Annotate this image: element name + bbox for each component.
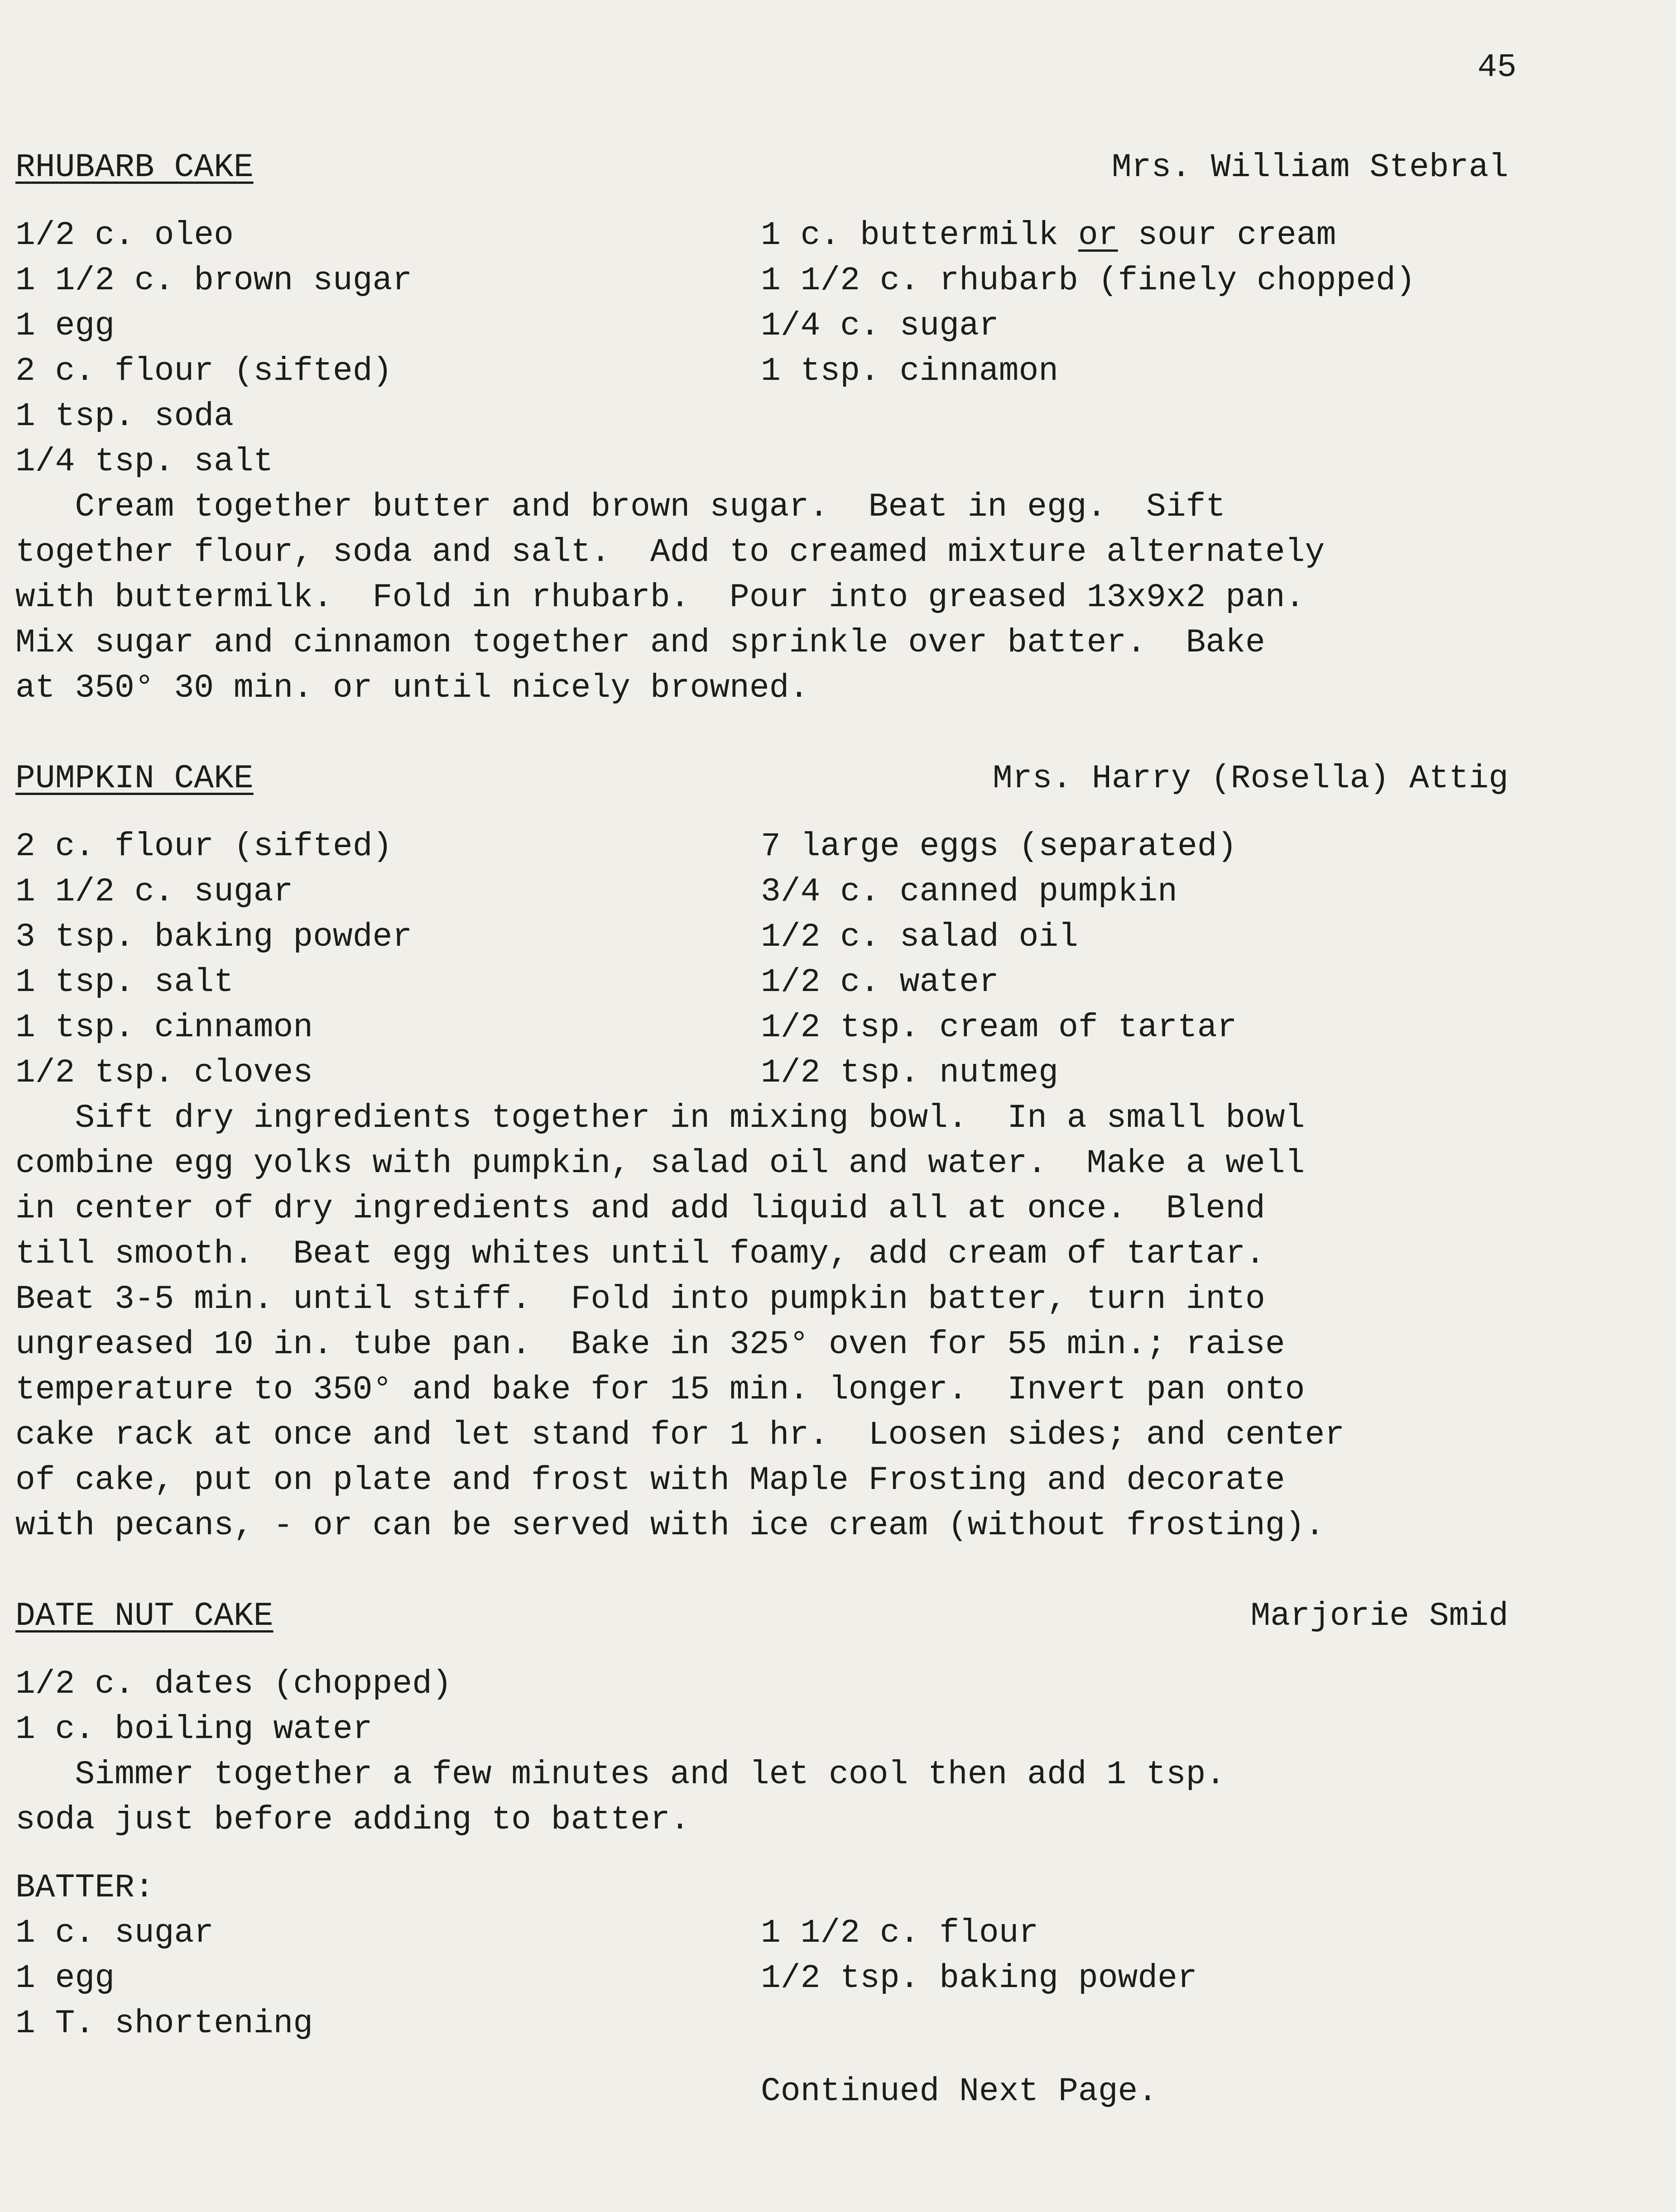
ingredient-left: 2 c. flour (sifted) xyxy=(15,352,393,390)
ingredient-right: 1/2 tsp. baking powder xyxy=(761,1959,1197,1997)
ingredient-left: 2 c. flour (sifted) xyxy=(15,828,393,865)
ingredient-left: 1 egg xyxy=(15,1959,115,1997)
ingredient-text: 1 c. buttermilk xyxy=(761,216,1078,254)
ingredient-right xyxy=(761,213,1336,258)
direction-line: of cake, put on plate and frost with Maple Frosting and decorate xyxy=(15,1461,1285,1499)
ingredient-left: 1 1/2 c. brown sugar xyxy=(15,262,413,299)
ingredient-left: 1 c. sugar xyxy=(15,1914,214,1952)
direction-line: temperature to 350° and bake for 15 min. longer. Invert pan onto xyxy=(15,1371,1305,1408)
recipe-author-pumpkin: Mrs. Harry (Rosella) Attig xyxy=(993,760,1508,797)
ingredient-left: 1/2 c. oleo xyxy=(15,216,234,254)
direction-line: Simmer together a few minutes and let cool then add 1 tsp. xyxy=(15,1756,1226,1793)
direction-line: Beat 3-5 min. until stiff. Fold into pumpkin batter, turn into xyxy=(15,1280,1265,1318)
direction-line: Cream together butter and brown sugar. Beat in egg. Sift xyxy=(15,488,1226,526)
ingredient-left: 1/2 tsp. cloves xyxy=(15,1054,313,1092)
direction-line: Mix sugar and cinnamon together and sprinkle over batter. Bake xyxy=(15,624,1265,661)
recipe-author-datenut: Marjorie Smid xyxy=(1250,1597,1508,1635)
ingredient-left: 1 tsp. cinnamon xyxy=(15,1009,313,1046)
direction-line: Sift dry ingredients together in mixing bowl. In a small bowl xyxy=(15,1099,1305,1137)
ingredient-left: 3 tsp. baking powder xyxy=(15,918,413,956)
ingredient-right: 1 tsp. cinnamon xyxy=(761,352,1059,390)
direction-line: with pecans, - or can be served with ice cream (without frosting). xyxy=(15,1507,1325,1544)
direction-line: cake rack at once and let stand for 1 hr. Loosen sides; and center xyxy=(15,1416,1345,1454)
ingredient-right: 1/2 tsp. cream of tartar xyxy=(761,1009,1237,1046)
direction-line: with buttermilk. Fold in rhubarb. Pour into greased 13x9x2 pan. xyxy=(15,579,1305,616)
direction-line: at 350° 30 min. or until nicely browned. xyxy=(15,669,809,707)
ingredient-left: 1 egg xyxy=(15,307,115,345)
continued-note: Continued Next Page. xyxy=(761,2073,1158,2110)
ingredient-emphasis: or xyxy=(1078,216,1118,254)
ingredient-right: 7 large eggs (separated) xyxy=(761,828,1237,865)
ingredient-left: 1 1/2 c. sugar xyxy=(15,873,293,910)
ingredient-left: 1/4 tsp. salt xyxy=(15,443,274,480)
direction-line: in center of dry ingredients and add liquid all at once. Blend xyxy=(15,1190,1265,1227)
ingredient-right: 1/2 tsp. nutmeg xyxy=(761,1054,1059,1092)
ingredient-right: 1/2 c. water xyxy=(761,963,999,1001)
page-number: 45 xyxy=(1477,49,1517,86)
direction-line: ungreased 10 in. tube pan. Bake in 325° oven for 55 min.; raise xyxy=(15,1326,1285,1363)
direction-line: combine egg yolks with pumpkin, salad oil and water. Make a well xyxy=(15,1144,1305,1182)
ingredient-left: 1 tsp. salt xyxy=(15,963,234,1001)
recipe-title-datenut: DATE NUT CAKE xyxy=(15,1597,274,1635)
ingredient-right: 3/4 c. canned pumpkin xyxy=(761,873,1177,910)
ingredient-right: 1 1/2 c. rhubarb (finely chopped) xyxy=(761,262,1416,299)
ingredient-left: 1 T. shortening xyxy=(15,2005,313,2042)
ingredient-left: 1/2 c. dates (chopped) xyxy=(15,1665,452,1703)
direction-line: together flour, soda and salt. Add to creamed mixture alternately xyxy=(15,533,1325,571)
ingredient-text: sour cream xyxy=(1118,216,1336,254)
ingredient-right: 1 1/2 c. flour xyxy=(761,1914,1039,1952)
recipe-author-rhubarb: Mrs. William Stebral xyxy=(1111,148,1508,186)
batter-heading: BATTER: xyxy=(15,1869,154,1906)
direction-line: soda just before adding to batter. xyxy=(15,1801,690,1839)
ingredient-right: 1/4 c. sugar xyxy=(761,307,999,345)
direction-line: till smooth. Beat egg whites until foamy, add cream of tartar. xyxy=(15,1235,1265,1273)
ingredient-right: 1/2 c. salad oil xyxy=(761,918,1078,956)
ingredient-left: 1 c. boiling water xyxy=(15,1710,373,1748)
ingredient-left: 1 tsp. soda xyxy=(15,397,234,435)
recipe-title-pumpkin: PUMPKIN CAKE xyxy=(15,760,254,797)
recipe-title-rhubarb: RHUBARB CAKE xyxy=(15,148,254,186)
